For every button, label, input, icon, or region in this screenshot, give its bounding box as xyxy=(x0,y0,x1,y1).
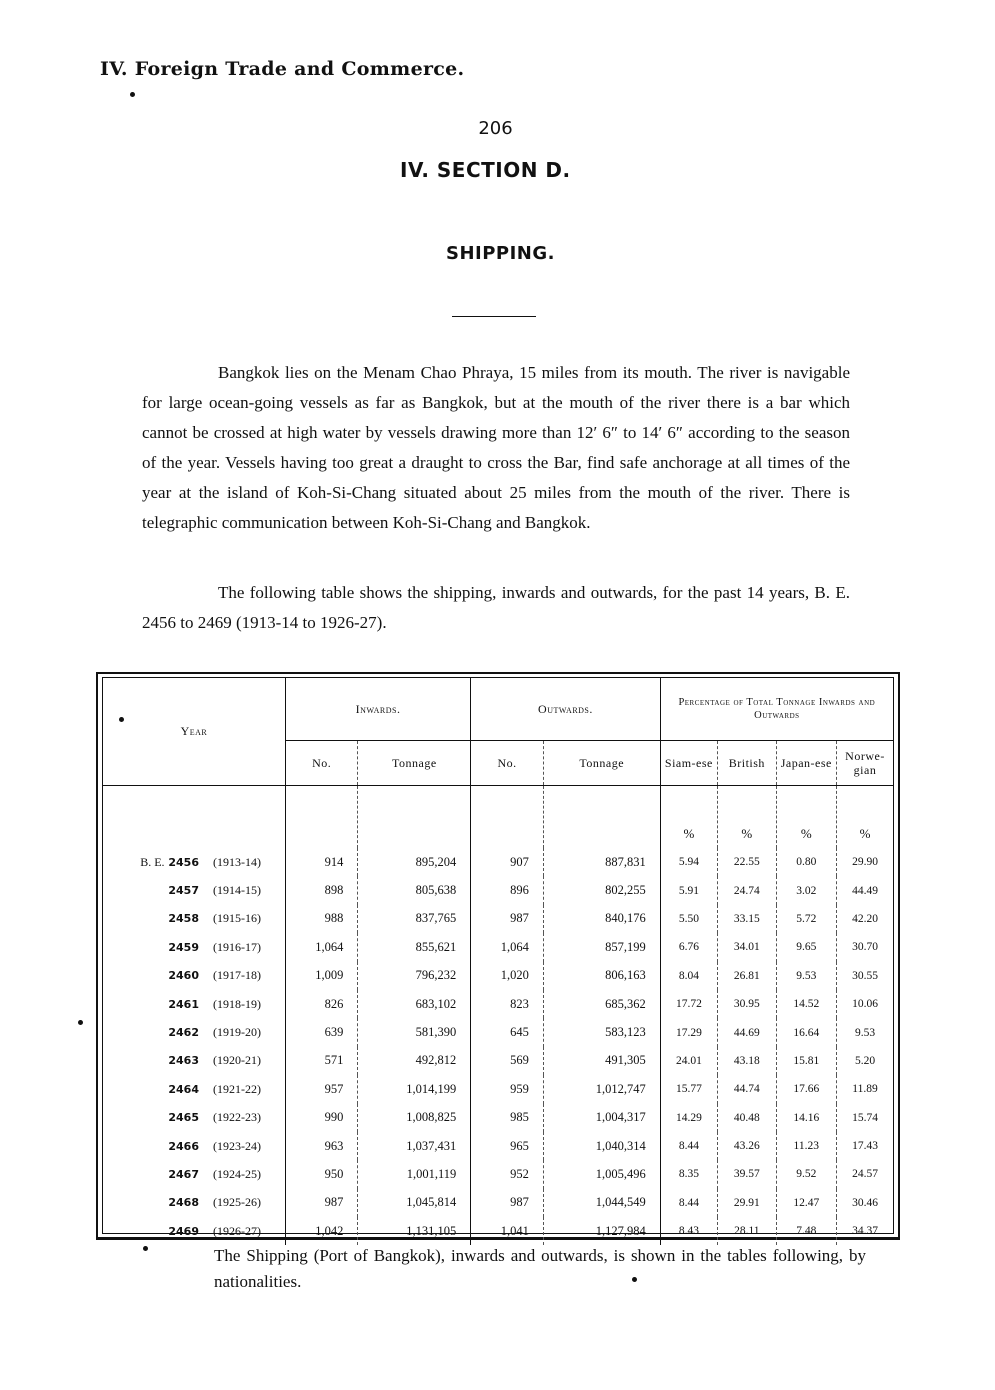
table-row xyxy=(103,905,893,933)
table-intro-paragraph: The following table shows the shipping, inwards and outwards, for the past 14 years, B. E. 2456 to 2469 (1913-14 to 1926-27). xyxy=(142,583,850,632)
british-cell: 43.18 xyxy=(718,1047,776,1075)
year-value: 2462 xyxy=(168,1026,199,1040)
out-ton-cell: 887,831 xyxy=(543,848,660,876)
be-prefix: B. E. xyxy=(140,854,165,869)
in-no-cell: 987 xyxy=(285,1189,358,1217)
norwegian-cell: 30.70 xyxy=(837,933,894,961)
siamese-cell: 8.43 xyxy=(660,1217,717,1245)
pct-symbol: % xyxy=(718,786,776,849)
year-range: (1926-27) xyxy=(213,1223,261,1238)
shipping-table xyxy=(103,678,893,1245)
out-ton-cell: 857,199 xyxy=(543,933,660,961)
in-no-cell: 1,009 xyxy=(285,962,358,990)
shipping-table-frame xyxy=(96,672,900,1240)
norwegian-cell: 11.89 xyxy=(837,1075,894,1103)
british-header: British xyxy=(718,741,776,786)
table-body xyxy=(103,786,893,1246)
in-no-cell: 988 xyxy=(285,905,358,933)
pct-symbol: % xyxy=(776,786,836,849)
british-cell: 28.11 xyxy=(718,1217,776,1245)
year-cell xyxy=(103,1189,285,1217)
siamese-cell: 5.50 xyxy=(660,905,717,933)
year-value: 2458 xyxy=(168,912,199,926)
year-cell xyxy=(103,1217,285,1245)
siamese-cell: 8.35 xyxy=(660,1160,717,1188)
british-cell: 24.74 xyxy=(718,876,776,904)
table-row xyxy=(103,990,893,1018)
pct-symbol: % xyxy=(660,786,717,849)
british-cell: 44.69 xyxy=(718,1018,776,1046)
in-ton-cell: 1,045,814 xyxy=(358,1189,471,1217)
in-no-cell: 826 xyxy=(285,990,358,1018)
siamese-cell: 14.29 xyxy=(660,1104,717,1132)
japanese-cell: 7.48 xyxy=(776,1217,836,1245)
inwards-no-header: No. xyxy=(285,741,358,786)
out-no-cell: 965 xyxy=(471,1132,544,1160)
table-row xyxy=(103,1160,893,1188)
scan-speck xyxy=(143,1246,148,1251)
inwards-tonnage-header: Tonnage xyxy=(358,741,471,786)
year-value: 2461 xyxy=(168,997,199,1011)
year-range: (1913-14) xyxy=(213,854,261,869)
out-ton-cell: 840,176 xyxy=(543,905,660,933)
british-cell: 44.74 xyxy=(718,1075,776,1103)
siamese-cell: 15.77 xyxy=(660,1075,717,1103)
year-cell xyxy=(103,1132,285,1160)
in-ton-cell: 492,812 xyxy=(358,1047,471,1075)
in-no-cell: 950 xyxy=(285,1160,358,1188)
siamese-cell: 8.44 xyxy=(660,1132,717,1160)
out-no-cell: 987 xyxy=(471,905,544,933)
japanese-header: Japan-ese xyxy=(776,741,836,786)
british-cell: 22.55 xyxy=(718,848,776,876)
out-no-cell: 959 xyxy=(471,1075,544,1103)
scan-speck xyxy=(78,1020,83,1025)
year-range: (1922-23) xyxy=(213,1110,261,1125)
norwegian-cell: 34.37 xyxy=(837,1217,894,1245)
out-no-cell: 1,020 xyxy=(471,962,544,990)
in-no-cell: 914 xyxy=(285,848,358,876)
out-ton-cell: 1,127,984 xyxy=(543,1217,660,1245)
year-range: (1920-21) xyxy=(213,1053,261,1068)
year-value: 2469 xyxy=(168,1224,199,1238)
japanese-cell: 12.47 xyxy=(776,1189,836,1217)
in-no-cell: 639 xyxy=(285,1018,358,1046)
siamese-cell: 5.94 xyxy=(660,848,717,876)
table-row xyxy=(103,962,893,990)
in-ton-cell: 805,638 xyxy=(358,876,471,904)
table-row xyxy=(103,1189,893,1217)
in-no-cell: 957 xyxy=(285,1075,358,1103)
siamese-cell: 8.04 xyxy=(660,962,717,990)
outwards-no-header: No. xyxy=(471,741,544,786)
in-ton-cell: 1,037,431 xyxy=(358,1132,471,1160)
in-no-cell: 898 xyxy=(285,876,358,904)
year-range: (1924-25) xyxy=(213,1166,261,1181)
year-cell xyxy=(103,933,285,961)
year-value: 2467 xyxy=(168,1167,199,1181)
year-range: (1921-22) xyxy=(213,1081,261,1096)
in-ton-cell: 837,765 xyxy=(358,905,471,933)
page-title: SHIPPING. xyxy=(446,243,555,264)
out-ton-cell: 583,123 xyxy=(543,1018,660,1046)
out-ton-cell: 491,305 xyxy=(543,1047,660,1075)
scan-speck xyxy=(119,717,124,722)
japanese-cell: 16.64 xyxy=(776,1018,836,1046)
norwegian-cell: 9.53 xyxy=(837,1018,894,1046)
norwegian-cell: 5.20 xyxy=(837,1047,894,1075)
japanese-cell: 9.65 xyxy=(776,933,836,961)
british-cell: 26.81 xyxy=(718,962,776,990)
out-ton-cell: 806,163 xyxy=(543,962,660,990)
year-cell xyxy=(103,1104,285,1132)
norwegian-cell: 30.55 xyxy=(837,962,894,990)
year-value: 2459 xyxy=(168,940,199,954)
norwegian-cell: 17.43 xyxy=(837,1132,894,1160)
siamese-cell: 5.91 xyxy=(660,876,717,904)
year-value: 2464 xyxy=(168,1082,199,1096)
in-ton-cell: 683,102 xyxy=(358,990,471,1018)
in-ton-cell: 581,390 xyxy=(358,1018,471,1046)
col-inwards-header: Inwards. xyxy=(285,678,470,741)
year-range: (1918-19) xyxy=(213,996,261,1011)
year-cell xyxy=(103,1075,285,1103)
col-year-header: Year xyxy=(180,724,208,738)
in-no-cell: 990 xyxy=(285,1104,358,1132)
running-header: IV. Foreign Trade and Commerce. xyxy=(100,58,465,80)
in-ton-cell: 855,621 xyxy=(358,933,471,961)
year-value: 2465 xyxy=(168,1111,199,1125)
british-cell: 33.15 xyxy=(718,905,776,933)
year-range: (1915-16) xyxy=(213,911,261,926)
siamese-cell: 24.01 xyxy=(660,1047,717,1075)
year-cell xyxy=(103,905,285,933)
out-no-cell: 1,041 xyxy=(471,1217,544,1245)
year-range: (1916-17) xyxy=(213,939,261,954)
table-row xyxy=(103,1104,893,1132)
in-no-cell: 1,064 xyxy=(285,933,358,961)
year-cell xyxy=(103,1018,285,1046)
out-ton-cell: 1,040,314 xyxy=(543,1132,660,1160)
title-rule xyxy=(452,316,536,317)
col-outwards-header: Outwards. xyxy=(471,678,660,741)
out-no-cell: 907 xyxy=(471,848,544,876)
japanese-cell: 0.80 xyxy=(776,848,836,876)
table-row xyxy=(103,1018,893,1046)
year-range: (1917-18) xyxy=(213,968,261,983)
out-ton-cell: 685,362 xyxy=(543,990,660,1018)
norwegian-cell: 42.20 xyxy=(837,905,894,933)
norwegian-cell: 44.49 xyxy=(837,876,894,904)
british-cell: 34.01 xyxy=(718,933,776,961)
japanese-cell: 11.23 xyxy=(776,1132,836,1160)
out-ton-cell: 1,005,496 xyxy=(543,1160,660,1188)
siamese-header: Siam-ese xyxy=(660,741,717,786)
year-cell xyxy=(103,1047,285,1075)
out-no-cell: 985 xyxy=(471,1104,544,1132)
japanese-cell: 17.66 xyxy=(776,1075,836,1103)
out-no-cell: 569 xyxy=(471,1047,544,1075)
table-row xyxy=(103,1217,893,1245)
japanese-cell: 14.52 xyxy=(776,990,836,1018)
col-percentage-header: Percentage of Total Tonnage Inwards and Outwards xyxy=(660,678,893,741)
out-ton-cell: 802,255 xyxy=(543,876,660,904)
year-cell xyxy=(103,962,285,990)
japanese-cell: 9.53 xyxy=(776,962,836,990)
year-value: 2460 xyxy=(168,969,199,983)
year-value: 2468 xyxy=(168,1196,199,1210)
out-ton-cell: 1,044,549 xyxy=(543,1189,660,1217)
year-cell xyxy=(103,876,285,904)
siamese-cell: 8.44 xyxy=(660,1189,717,1217)
out-ton-cell: 1,012,747 xyxy=(543,1075,660,1103)
in-ton-cell: 1,014,199 xyxy=(358,1075,471,1103)
norwegian-cell: 29.90 xyxy=(837,848,894,876)
table-row xyxy=(103,1075,893,1103)
british-cell: 43.26 xyxy=(718,1132,776,1160)
british-cell: 40.48 xyxy=(718,1104,776,1132)
table-row xyxy=(103,1132,893,1160)
year-range: (1923-24) xyxy=(213,1138,261,1153)
in-ton-cell: 1,131,105 xyxy=(358,1217,471,1245)
year-value: 2466 xyxy=(168,1139,199,1153)
in-no-cell: 963 xyxy=(285,1132,358,1160)
footer-paragraph: The Shipping (Port of Bangkok), inwards and outwards, is shown in the tables following, by nationalities. xyxy=(214,1246,866,1291)
japanese-cell: 3.02 xyxy=(776,876,836,904)
year-range: (1925-26) xyxy=(213,1195,261,1210)
table-row xyxy=(103,876,893,904)
out-no-cell: 823 xyxy=(471,990,544,1018)
japanese-cell: 5.72 xyxy=(776,905,836,933)
intro-paragraph: Bangkok lies on the Menam Chao Phraya, 15 miles from its mouth. The river is navigable for large ocean-going vessels as far as Bangkok, but at the mouth of the river there is a bar which cannot be crossed at high water by vessels drawing more than 12′ 6″ to 14′ 6″ according to the season of the year. Vessels having too great a draught to cross the Bar, find safe anchorage at all times of the year at the island of Koh-Si-Chang situated about 25 miles from the mouth of the river. There is telegraphic communication between Koh-Si-Chang and Bangkok. xyxy=(142,363,850,532)
in-no-cell: 1,042 xyxy=(285,1217,358,1245)
japanese-cell: 15.81 xyxy=(776,1047,836,1075)
norwegian-header: Norwe-gian xyxy=(837,741,894,786)
siamese-cell: 17.29 xyxy=(660,1018,717,1046)
in-ton-cell: 895,204 xyxy=(358,848,471,876)
siamese-cell: 6.76 xyxy=(660,933,717,961)
out-no-cell: 1,064 xyxy=(471,933,544,961)
norwegian-cell: 24.57 xyxy=(837,1160,894,1188)
year-value: 2463 xyxy=(168,1054,199,1068)
table-row xyxy=(103,848,893,876)
in-no-cell: 571 xyxy=(285,1047,358,1075)
japanese-cell: 14.16 xyxy=(776,1104,836,1132)
in-ton-cell: 1,008,825 xyxy=(358,1104,471,1132)
norwegian-cell: 15.74 xyxy=(837,1104,894,1132)
year-range: (1919-20) xyxy=(213,1025,261,1040)
british-cell: 39.57 xyxy=(718,1160,776,1188)
in-ton-cell: 1,001,119 xyxy=(358,1160,471,1188)
outwards-tonnage-header: Tonnage xyxy=(543,741,660,786)
out-no-cell: 987 xyxy=(471,1189,544,1217)
year-cell xyxy=(103,1160,285,1188)
in-ton-cell: 796,232 xyxy=(358,962,471,990)
year-value: 2456 xyxy=(168,855,199,869)
british-cell: 30.95 xyxy=(718,990,776,1018)
table-row xyxy=(103,933,893,961)
siamese-cell: 17.72 xyxy=(660,990,717,1018)
out-no-cell: 645 xyxy=(471,1018,544,1046)
japanese-cell: 9.52 xyxy=(776,1160,836,1188)
norwegian-cell: 30.46 xyxy=(837,1189,894,1217)
year-range: (1914-15) xyxy=(213,883,261,898)
scan-speck xyxy=(130,92,135,97)
page-number: 206 xyxy=(478,118,513,139)
year-cell xyxy=(103,990,285,1018)
year-value: 2457 xyxy=(168,884,199,898)
year-cell xyxy=(103,848,285,876)
out-no-cell: 952 xyxy=(471,1160,544,1188)
table-row xyxy=(103,1047,893,1075)
british-cell: 29.91 xyxy=(718,1189,776,1217)
out-no-cell: 896 xyxy=(471,876,544,904)
pct-symbol: % xyxy=(837,786,894,849)
norwegian-cell: 10.06 xyxy=(837,990,894,1018)
out-ton-cell: 1,004,317 xyxy=(543,1104,660,1132)
section-heading: IV. SECTION D. xyxy=(400,158,571,182)
scan-speck xyxy=(632,1277,637,1282)
